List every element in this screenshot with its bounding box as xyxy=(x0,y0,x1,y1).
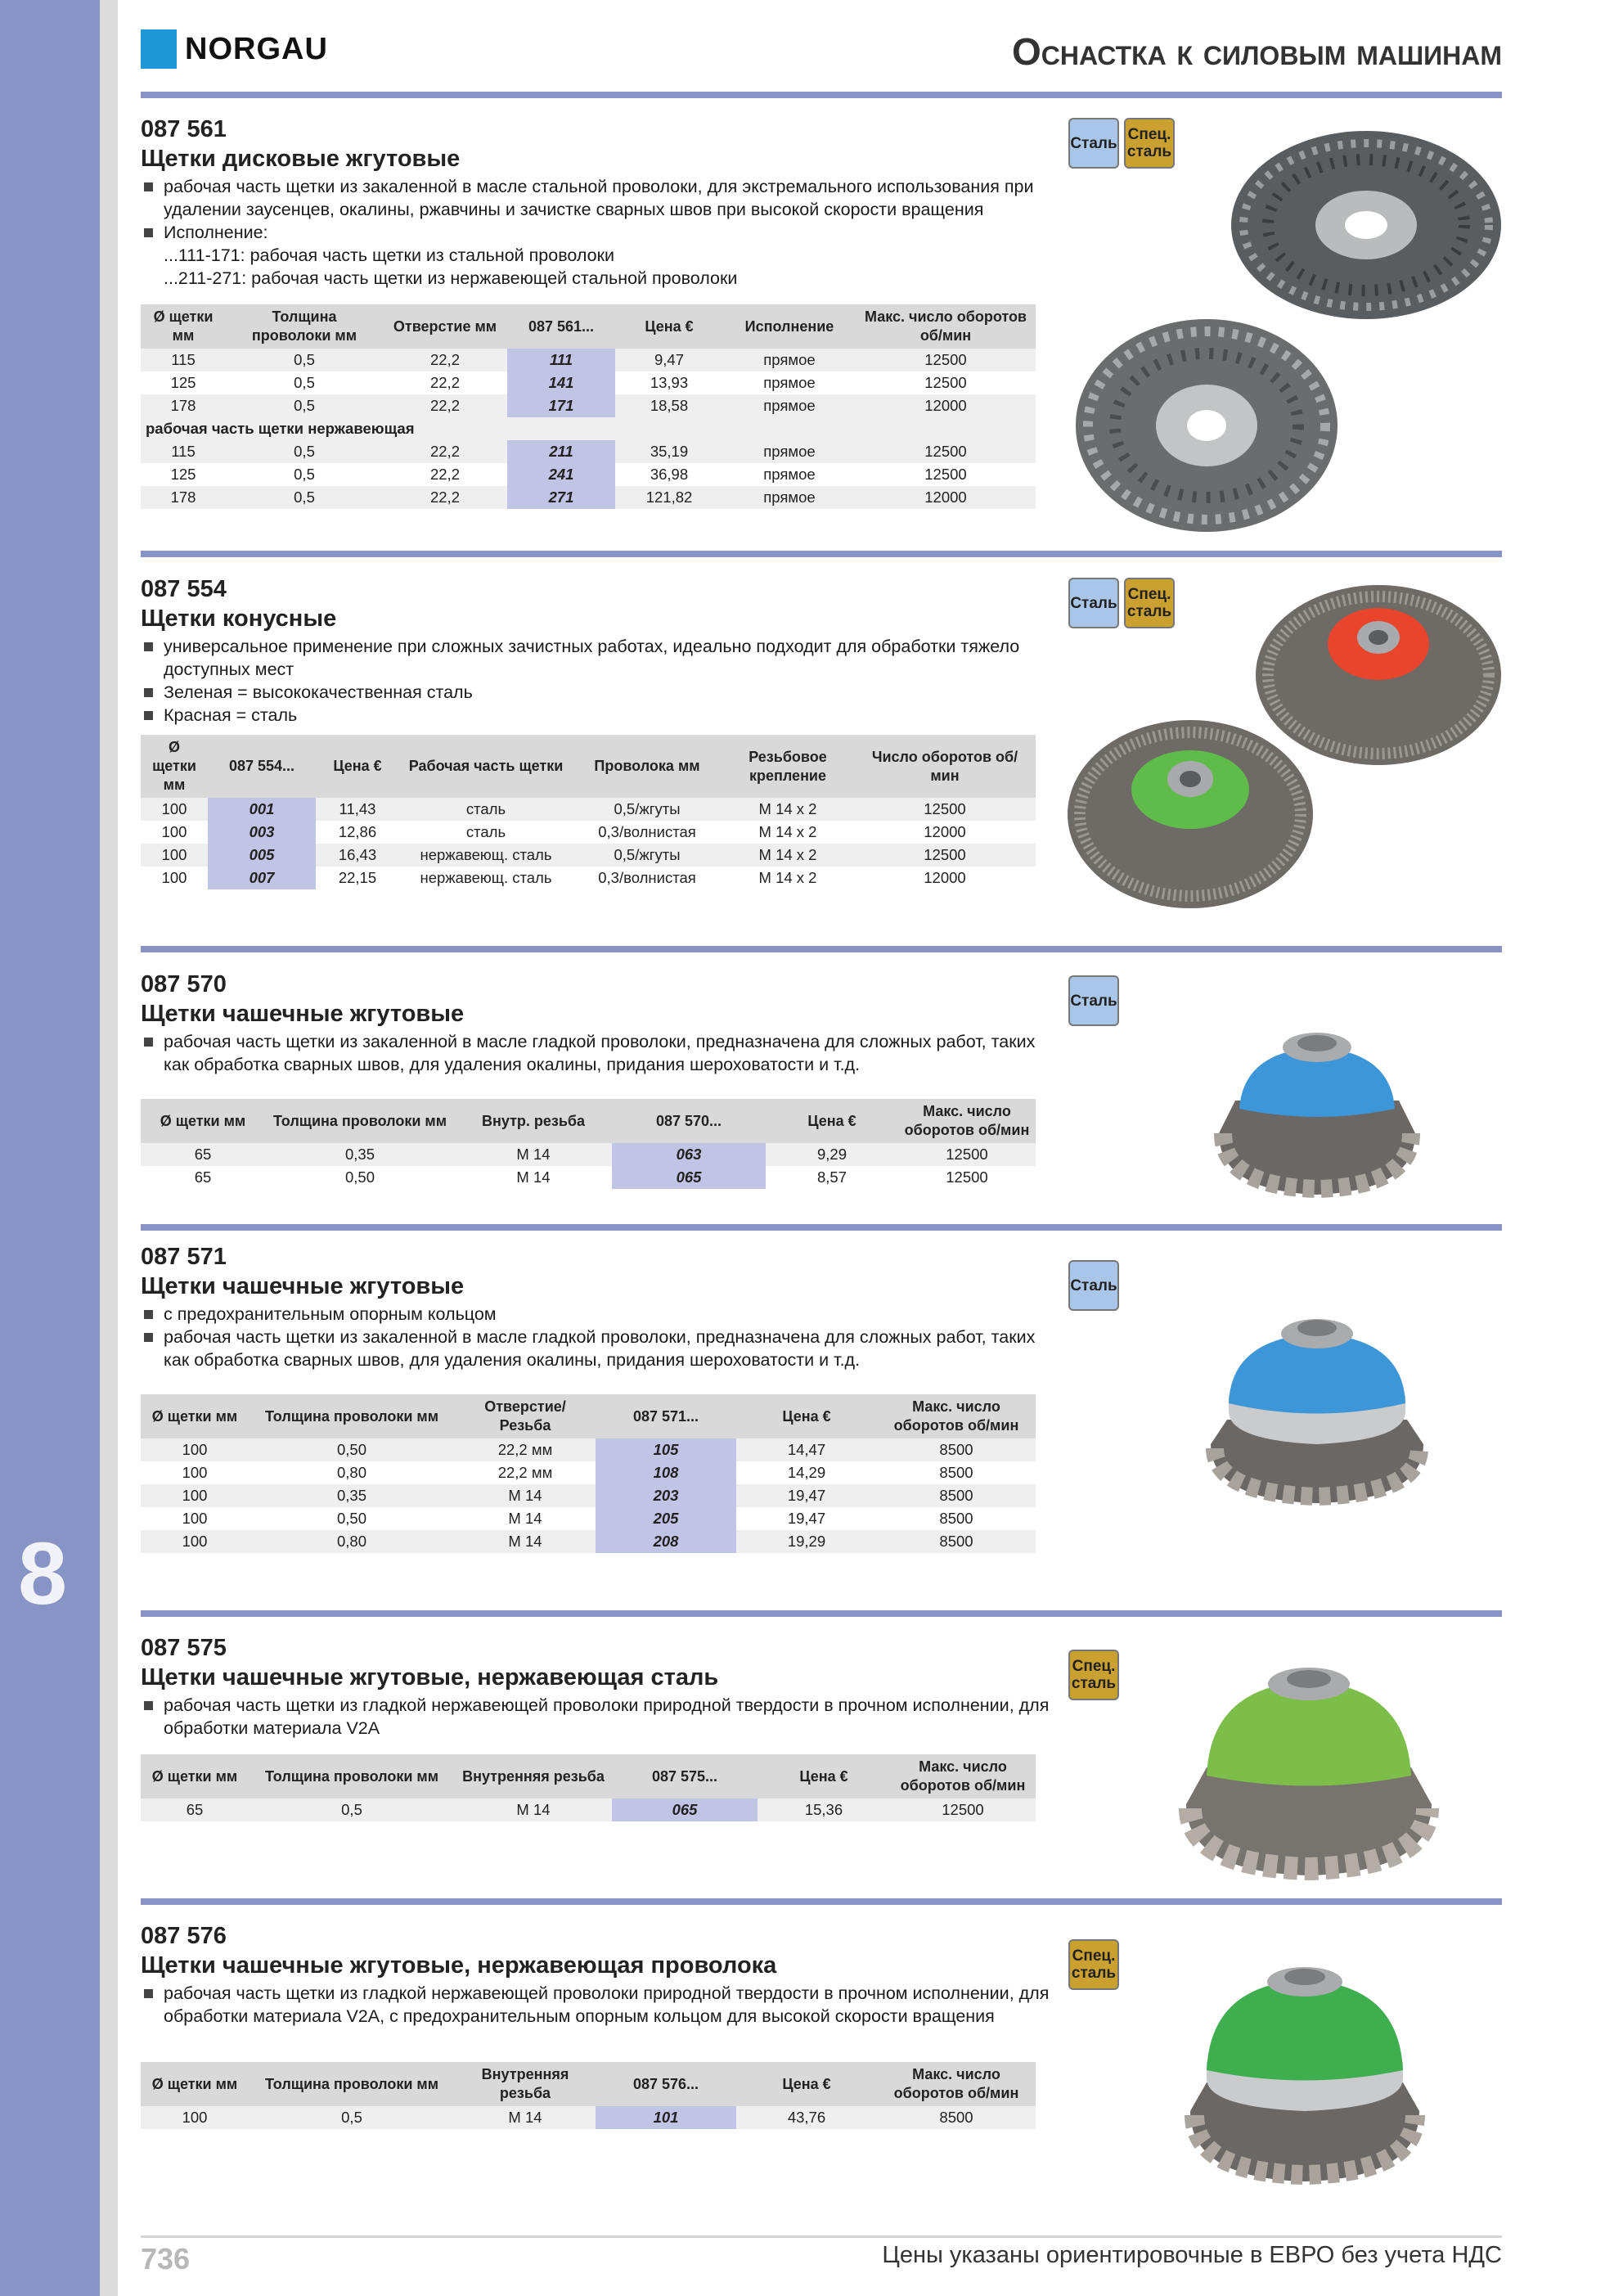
cell: 0,5 xyxy=(226,440,383,463)
cell: 12000 xyxy=(856,486,1036,509)
feature-item: универсальное применение при сложных зачистных работах, идеально подходит для обработки тяжело доступных мест xyxy=(141,635,1057,681)
badge-line: сталь xyxy=(1126,143,1172,160)
cell: 12500 xyxy=(924,374,967,391)
cell: сталь xyxy=(465,823,506,840)
table-row xyxy=(141,844,1036,867)
cell: 8500 xyxy=(877,1530,1036,1553)
section-divider xyxy=(141,1224,1502,1231)
steel-badge: Сталь xyxy=(1068,975,1119,1026)
cell: 0,5 xyxy=(226,349,383,371)
table-row xyxy=(141,1530,1036,1553)
table-row xyxy=(141,1143,1036,1166)
cup-brush-green-image xyxy=(1170,1653,1448,1882)
cell: 8500 xyxy=(877,1438,1036,1461)
column-header: Толщина проволоки мм xyxy=(265,1099,455,1143)
column-header: Цена € xyxy=(736,2062,877,2106)
table-row xyxy=(141,1507,1036,1530)
cell: 125 xyxy=(170,466,196,483)
brand-name: NORGAU xyxy=(185,31,328,66)
special-steel-badge xyxy=(1068,1939,1119,1990)
table-header-row xyxy=(141,304,1036,349)
cell: 22,2 мм xyxy=(497,1464,553,1481)
cell: 65 xyxy=(141,1799,249,1821)
cell: нержавеющ. сталь xyxy=(399,844,573,867)
cell: 100 xyxy=(161,869,187,886)
material-badges xyxy=(1068,118,1175,169)
product-title: Щетки чашечные жгутовые, нержавеющая сталь xyxy=(141,1664,719,1690)
column-header: Внутренняя резьба xyxy=(455,2062,596,2106)
table-row xyxy=(141,798,1036,821)
cell: M 14 x 2 xyxy=(722,844,854,867)
cell: прямое xyxy=(723,440,856,463)
column-header: Толщина проволоки мм xyxy=(249,2062,455,2106)
cell: прямое xyxy=(723,486,856,509)
cell: 65 xyxy=(141,1143,265,1166)
side-band xyxy=(0,0,100,2296)
spec-table xyxy=(141,2062,1036,2129)
price-cell: 8,57 xyxy=(816,1168,847,1186)
product-section-087576 xyxy=(141,1921,1057,2126)
cell: M 14 xyxy=(455,1530,596,1553)
product-code: 087 576 xyxy=(141,1923,227,1949)
disc-brush-knotted-image xyxy=(1072,311,1342,540)
section-divider xyxy=(141,551,1502,557)
product-section-087570 xyxy=(141,970,1057,1186)
cell: 12500 xyxy=(890,1799,1036,1821)
price-cell: 13,93 xyxy=(650,374,689,391)
price-cell: 9,47 xyxy=(615,349,723,371)
bevel-brush-green-image xyxy=(1063,712,1317,916)
badge-line: Спец. xyxy=(1072,1658,1116,1675)
cell: 8500 xyxy=(939,1510,973,1527)
cell: 0,80 xyxy=(336,1464,366,1481)
price-cell: 11,43 xyxy=(316,798,399,821)
material-badges xyxy=(1068,1939,1119,1990)
cell: M 14 x 2 xyxy=(758,869,817,886)
section-divider xyxy=(141,1898,1502,1905)
price-cell: 15,36 xyxy=(758,1799,890,1821)
cup-brush-green-ring-image xyxy=(1170,1939,1440,2185)
article-cell: 003 xyxy=(208,821,316,844)
cell: 0,5 xyxy=(294,374,315,391)
cell: 178 xyxy=(141,486,226,509)
steel-badge: Сталь xyxy=(1068,1260,1119,1311)
price-cell: 12,86 xyxy=(338,823,377,840)
cell: 0,50 xyxy=(249,1438,455,1461)
price-cell: 36,98 xyxy=(650,466,689,483)
column-header: Цена € xyxy=(766,1099,898,1143)
column-header: Резьбовое крепление xyxy=(722,735,854,798)
table-row xyxy=(141,1484,1036,1507)
table-row xyxy=(141,440,1036,463)
article-cell: 271 xyxy=(507,486,615,509)
article-cell: 141 xyxy=(507,371,615,394)
special-steel-badge xyxy=(1068,1650,1119,1700)
column-header: Макс. число оборотов об/мин xyxy=(877,1394,1036,1438)
spec-table xyxy=(141,1099,1036,1189)
badge-line: сталь xyxy=(1071,1675,1117,1692)
table-header-row xyxy=(141,1099,1036,1143)
cell: нержавеющ. сталь xyxy=(420,869,552,886)
column-header: 087 576... xyxy=(596,2062,736,2106)
product-code: 087 571 xyxy=(141,1244,227,1270)
price-cell: 19,47 xyxy=(736,1484,877,1507)
cell: 100 xyxy=(182,1464,208,1481)
column-header: Проволока мм xyxy=(573,735,722,798)
table-row xyxy=(141,463,1036,486)
cell: 12500 xyxy=(924,466,967,483)
table-row xyxy=(141,1166,1036,1189)
article-cell: 111 xyxy=(507,349,615,371)
cell: сталь xyxy=(399,798,573,821)
badge-line: Спец. xyxy=(1072,1947,1116,1965)
cell: 0,35 xyxy=(249,1484,455,1507)
cell: M 14 xyxy=(508,1510,542,1527)
material-badges xyxy=(1068,1650,1119,1700)
price-cell: 35,19 xyxy=(615,440,723,463)
badge-line: сталь xyxy=(1071,1965,1117,1982)
cell: 0,50 xyxy=(344,1168,375,1186)
cell: 100 xyxy=(182,1510,208,1527)
article-cell: 001 xyxy=(208,798,316,821)
article-cell: 065 xyxy=(612,1166,766,1189)
feature-item: с предохранительным опорным кольцом xyxy=(141,1303,1057,1326)
column-header: Толщина проволоки мм xyxy=(249,1394,455,1438)
cell: 0,5/жгуты xyxy=(573,844,722,867)
feature-item: рабочая часть щетки из закаленной в масле гладкой проволоки, предназначена для сложных работ, таких как обработка сварных швов, для удаления окалины, придания шероховатости и т.д. xyxy=(141,1030,1057,1076)
table-header-row xyxy=(141,1394,1036,1438)
column-header: Отверстие/ Резьба xyxy=(455,1394,596,1438)
cell: 12000 xyxy=(924,823,966,840)
product-code: 087 561 xyxy=(141,116,227,142)
column-header: Макс. число оборотов об/мин xyxy=(898,1099,1036,1143)
article-cell: 063 xyxy=(612,1143,766,1166)
disc-brush-knotted-image xyxy=(1227,123,1505,327)
cell: 12500 xyxy=(856,440,1036,463)
page-title: Оснастка к силовым машинам xyxy=(1011,30,1502,73)
table-row xyxy=(141,867,1036,889)
column-header: Ø щетки мм xyxy=(141,2062,249,2106)
column-header: Цена € xyxy=(758,1754,890,1799)
table-row xyxy=(141,486,1036,509)
product-section-087561 xyxy=(141,115,1057,506)
product-section-087571 xyxy=(141,1242,1057,1550)
article-cell: 211 xyxy=(507,440,615,463)
cell: M 14 xyxy=(455,1799,612,1821)
cell: M 14 x 2 xyxy=(722,798,854,821)
product-code: 087 575 xyxy=(141,1635,227,1661)
feature-item: рабочая часть щетки из гладкой нержавеющей проволоки природной твердости в прочном исполнении, для обработки материала V2A xyxy=(141,1694,1057,1740)
badge-line: Спец. xyxy=(1127,586,1171,603)
product-title: Щетки чашечные жгутовые xyxy=(141,1001,465,1027)
article-cell: 203 xyxy=(596,1484,736,1507)
column-header: Исполнение xyxy=(723,304,856,349)
product-code: 087 554 xyxy=(141,576,227,602)
article-cell: 171 xyxy=(507,394,615,417)
table-row xyxy=(141,349,1036,371)
column-header: Число оборотов об/мин xyxy=(854,735,1036,798)
price-cell: 22,15 xyxy=(338,869,377,886)
cell: 12500 xyxy=(856,349,1036,371)
article-cell: 101 xyxy=(596,2106,736,2129)
feature-list xyxy=(141,1030,1057,1076)
variant-line: ...111-171: рабочая часть щетки из стальной проволоки xyxy=(164,245,615,265)
cell: 115 xyxy=(141,440,226,463)
price-cell: 9,29 xyxy=(766,1143,898,1166)
cell: 0,5 xyxy=(226,486,383,509)
price-cell: 121,82 xyxy=(615,486,723,509)
feature-item: Зеленая = высококачественная сталь xyxy=(141,681,1057,704)
article-cell: 108 xyxy=(596,1461,736,1484)
cell: M 14 xyxy=(455,1143,612,1166)
cell: 8500 xyxy=(877,2106,1036,2129)
cell: 12500 xyxy=(898,1143,1036,1166)
spec-table xyxy=(141,1754,1036,1821)
table-subheading: рабочая часть щетки нержавеющая xyxy=(141,417,1036,440)
product-section-087575 xyxy=(141,1633,1057,1818)
column-header: 087 570... xyxy=(612,1099,766,1143)
table-header-row xyxy=(141,1754,1036,1799)
feature-item: рабочая часть щетки из закаленной в масле стальной проволоки, для экстремального использования при удалении заусенцев, окалины, ржавчины и зачистке сварных швов при высокой скорости вращения xyxy=(141,175,1057,221)
column-header: 087 561... xyxy=(507,304,615,349)
cell: прямое xyxy=(763,466,816,483)
cell: 65 xyxy=(194,1168,212,1186)
feature-item: рабочая часть щетки из гладкой нержавеющей проволоки природной твердости в прочном исполнении, для обработки материала V2A, с предохранительным опорным кольцом для высокой скорости вращения xyxy=(141,1982,1057,2028)
table-row xyxy=(141,1438,1036,1461)
column-header: Внутренняя резьба xyxy=(455,1754,612,1799)
table-header-row xyxy=(141,2062,1036,2106)
cell: 22,2 мм xyxy=(455,1438,596,1461)
cell: 0,5 xyxy=(294,466,315,483)
table-row xyxy=(141,394,1036,417)
material-badges xyxy=(1068,578,1175,628)
cell: M 14 x 2 xyxy=(758,823,817,840)
cell: 100 xyxy=(141,1530,249,1553)
feature-item: Исполнение: xyxy=(141,221,1057,244)
cell: 0,35 xyxy=(265,1143,455,1166)
cell: 22,2 xyxy=(383,349,507,371)
column-header: Внутр. резьба xyxy=(455,1099,612,1143)
spec-table xyxy=(141,1394,1036,1553)
column-header: Ø щетки мм xyxy=(141,1754,249,1799)
cell: 8500 xyxy=(877,1484,1036,1507)
cell: 178 xyxy=(141,394,226,417)
cell: прямое xyxy=(723,394,856,417)
cell: 0,5 xyxy=(226,394,383,417)
cell: 0,3/волнистая xyxy=(598,823,696,840)
cup-brush-blue-ring-image xyxy=(1194,1289,1440,1510)
feature-list xyxy=(141,635,1057,727)
column-header: 087 575... xyxy=(612,1754,758,1799)
column-header: Цена € xyxy=(736,1394,877,1438)
feature-list xyxy=(141,1982,1057,2028)
table-header-row xyxy=(141,735,1036,798)
special-steel-badge xyxy=(1124,118,1175,169)
feature-item: Красная = сталь xyxy=(141,704,1057,727)
column-header: Макс. число оборотов об/мин xyxy=(877,2062,1036,2106)
section-divider xyxy=(141,946,1502,952)
article-cell: 065 xyxy=(612,1799,758,1821)
logo-square-icon xyxy=(141,29,177,69)
price-cell: 16,43 xyxy=(316,844,399,867)
feature-list xyxy=(141,1694,1057,1740)
steel-badge: Сталь xyxy=(1068,578,1119,628)
table-row xyxy=(141,371,1036,394)
cell: 22,2 xyxy=(383,394,507,417)
cell: 22,2 xyxy=(383,440,507,463)
page-number: 736 xyxy=(141,2242,191,2276)
cell: 100 xyxy=(141,1484,249,1507)
section-divider xyxy=(141,92,1502,98)
cell: 100 xyxy=(161,823,187,840)
price-cell: 43,76 xyxy=(736,2106,877,2129)
cell: 0,5 xyxy=(249,1799,455,1821)
column-header: Ø щетки мм xyxy=(141,1394,249,1438)
cup-brush-blue-image xyxy=(1203,1002,1432,1203)
price-cell: 19,47 xyxy=(787,1510,826,1527)
table-row xyxy=(141,821,1036,844)
column-header: Толщина проволоки мм xyxy=(249,1754,455,1799)
material-badges xyxy=(1068,975,1119,1026)
column-header: 087 571... xyxy=(596,1394,736,1438)
product-title: Щетки конусные xyxy=(141,606,337,632)
column-header: Ø щетки мм xyxy=(141,304,226,349)
cell: 12500 xyxy=(854,798,1036,821)
cell: 22,2 xyxy=(429,374,460,391)
cell: прямое xyxy=(723,349,856,371)
table-row xyxy=(141,2106,1036,2129)
cell: 100 xyxy=(141,844,208,867)
special-steel-badge xyxy=(1124,578,1175,628)
cell: 125 xyxy=(170,374,196,391)
column-header: Макс. число оборотов об/мин xyxy=(856,304,1036,349)
article-cell: 208 xyxy=(596,1530,736,1553)
cell: 12000 xyxy=(856,394,1036,417)
price-cell: 14,47 xyxy=(736,1438,877,1461)
article-cell: 005 xyxy=(208,844,316,867)
cell: M 14 xyxy=(516,1168,551,1186)
feature-list xyxy=(141,1303,1057,1371)
article-cell: 105 xyxy=(596,1438,736,1461)
table-subheading-row xyxy=(141,417,1036,440)
cell: 0,50 xyxy=(336,1510,366,1527)
column-header: 087 554... xyxy=(208,735,316,798)
price-cell: 18,58 xyxy=(615,394,723,417)
price-cell: 14,29 xyxy=(787,1464,826,1481)
cell: 8500 xyxy=(939,1464,973,1481)
cell: M 14 xyxy=(455,1484,596,1507)
cell: 100 xyxy=(141,798,208,821)
column-header: Макс. число оборотов об/мин xyxy=(890,1754,1036,1799)
product-title: Щетки чашечные жгутовые, нержавеющая проволока xyxy=(141,1952,777,1979)
cell: 12000 xyxy=(924,869,966,886)
cell: 0,5/жгуты xyxy=(573,798,722,821)
price-cell: 19,29 xyxy=(736,1530,877,1553)
cell: прямое xyxy=(763,374,816,391)
cell: 22,2 xyxy=(429,466,460,483)
cell: 0,80 xyxy=(249,1530,455,1553)
cell: 12500 xyxy=(946,1168,988,1186)
product-code: 087 570 xyxy=(141,971,227,997)
column-header: Цена € xyxy=(615,304,723,349)
column-header: Толщина проволоки мм xyxy=(226,304,383,349)
cell: 100 xyxy=(141,1438,249,1461)
column-header: Отверстие мм xyxy=(383,304,507,349)
spec-table xyxy=(141,735,1036,889)
cell: 100 xyxy=(141,2106,249,2129)
material-badges xyxy=(1068,1260,1119,1311)
cell: 12500 xyxy=(854,844,1036,867)
product-section-087554 xyxy=(141,574,1057,886)
article-cell: 205 xyxy=(596,1507,736,1530)
footer-divider xyxy=(141,2235,1502,2238)
cell: 0,3/волнистая xyxy=(598,869,696,886)
column-header: Цена € xyxy=(316,735,399,798)
feature-item: рабочая часть щетки из закаленной в масле гладкой проволоки, предназначена для сложных работ, таких как обработка сварных швов, для удаления окалины, придания шероховатости и т.д. xyxy=(141,1326,1057,1371)
badge-line: сталь xyxy=(1126,603,1172,620)
article-cell: 241 xyxy=(507,463,615,486)
badge-line: Спец. xyxy=(1127,126,1171,143)
feature-list xyxy=(141,175,1057,290)
product-title: Щетки дисковые жгутовые xyxy=(141,146,461,172)
column-header: Рабочая часть щетки xyxy=(399,735,573,798)
steel-badge: Сталь xyxy=(1068,118,1119,169)
cell: 0,5 xyxy=(249,2106,455,2129)
table-row xyxy=(141,1461,1036,1484)
table-row xyxy=(141,1799,1036,1821)
column-header: Ø щетки мм xyxy=(141,735,208,798)
cell: M 14 xyxy=(455,2106,596,2129)
cell: 115 xyxy=(141,349,226,371)
column-header: Ø щетки мм xyxy=(141,1099,265,1143)
variant-line: ...211-271: рабочая часть щетки из нержавеющей стальной проволоки xyxy=(164,268,738,288)
article-cell: 007 xyxy=(208,867,316,889)
brand-logo xyxy=(141,29,328,69)
section-divider xyxy=(141,1610,1502,1617)
cell: 22,2 xyxy=(383,486,507,509)
price-note: Цены указаны ориентировочные в ЕВРО без учета НДС xyxy=(882,2242,1502,2268)
chapter-number: 8 xyxy=(18,1524,68,1623)
spec-table xyxy=(141,304,1036,509)
product-title: Щетки чашечные жгутовые xyxy=(141,1273,465,1299)
side-strip xyxy=(100,0,118,2296)
